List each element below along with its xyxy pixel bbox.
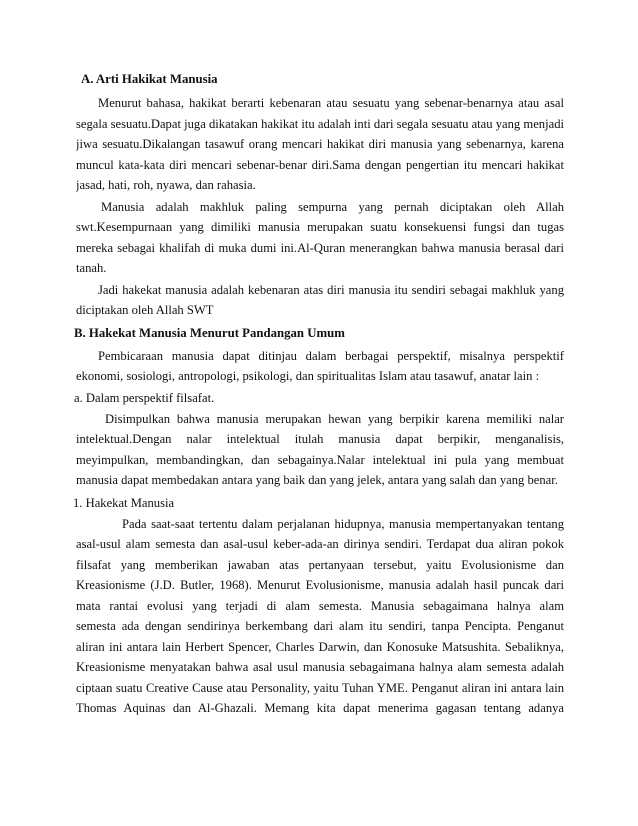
paragraph-line: intelektual.Dengan nalar intelektual itulah manusia dapat berpikir, menganalisis, xyxy=(76,432,564,446)
paragraph-line: Thomas Aquinas dan Al-Ghazali. Memang kita dapat menerima gagasan tentang adanya xyxy=(76,701,564,715)
paragraph-line: Jadi hakekat manusia adalah kebenaran atas diri manusia itu sendiri sebagai makhluk yang xyxy=(98,282,564,297)
paragraph-line: mata rantai evolusi yang terjadi di alam semesta. Manusia sebagaimana halnya alam xyxy=(76,598,564,613)
paragraph-line: semesta ada dengan sendirinya berkembang dari alam itu sendiri, tanpa Pencipta. Penganut xyxy=(76,619,564,633)
document-body xyxy=(73,69,564,719)
paragraph-line: Kreasionisme menyatakan bahwa asal usul manusia sebagaimana halnya alam semesta adalah xyxy=(76,660,564,674)
section-heading-b: B. Hakekat Manusia Menurut Pandangan Umum xyxy=(74,325,345,340)
paragraph-line: segala sesuatu.Dapat juga dikatakan hakikat itu adalah inti dari segala sesuatu atau yang menjadi xyxy=(76,116,564,131)
paragraph-5 xyxy=(76,409,564,491)
paragraph-line: muncul kata-kata diri mencari sebenar-benar diri.Sama dengan pengertian itu mencari hakikat xyxy=(76,157,564,172)
paragraph-line: aliran ini antara lain Herbert Spencer, Charles Darwin, dan Konosuke Matsushita. Sebaliknya, xyxy=(76,639,564,654)
paragraph-line: mereka sebagai khalifah di muka dumi ini.Al-Quran menerangkan bahwa manusia berasal dari xyxy=(76,240,564,255)
paragraph-line: filsafat yang memberikan jawaban atas pertanyaan tersebut, yaitu Evolusionisme dan xyxy=(76,557,564,572)
paragraph-line: swt.Kesempurnaan yang dimiliki manusia merupakan suatu konsekuensi fungsi dan tugas xyxy=(76,220,564,234)
subsection-heading-a: a. Dalam perspektif filsafat. xyxy=(74,390,215,405)
paragraph-line: jiwa sesuatu.Dikalangan tasawuf orang mencari hakikat diri manusia yang sebenarnya, karena xyxy=(76,137,564,151)
paragraph-line: diciptakan oleh Allah SWT xyxy=(76,303,214,317)
paragraph-line: asal-usul alam semesta dan asal-usul keber-ada-an dirinya sendiri. Terdapat dua aliran pokok xyxy=(76,537,564,551)
paragraph-line: jasad, hati, roh, nyawa, dan rahasia. xyxy=(76,178,256,192)
subsection-heading-1: 1. Hakekat Manusia xyxy=(73,495,175,510)
paragraph-6 xyxy=(76,514,564,719)
paragraph-4 xyxy=(76,346,564,387)
paragraph-3 xyxy=(76,280,564,321)
paragraph-line: Kreasionisme (J.D. Butler, 1968). Menurut Evolusionisme, manusia adalah hasil puncak dari xyxy=(76,578,564,592)
paragraph-line: Pada saat-saat tertentu dalam perjalanan hidupnya, manusia mempertanyakan tentang xyxy=(122,516,564,531)
paragraph-line: Disimpulkan bahwa manusia merupakan hewan yang berpikir karena memiliki nalar xyxy=(105,411,564,426)
paragraph-line: Menurut bahasa, hakikat berarti kebenaran atau sesuatu yang sebenar-benarnya atau asal xyxy=(98,96,564,110)
paragraph-line: Pembicaraan manusia dapat ditinjau dalam berbagai perspektif, misalnya perspektif xyxy=(98,348,564,363)
paragraph-1 xyxy=(76,93,564,196)
paragraph-line: ekonomi, sosiologi, antropologi, psikologi, dan spiritualitas Islam atau tasawuf, anatar lain : xyxy=(76,369,540,383)
paragraph-line: Manusia adalah makhluk paling sempurna yang pernah diciptakan oleh Allah xyxy=(101,199,564,214)
paragraph-line: tanah. xyxy=(76,261,107,275)
paragraph-2 xyxy=(76,197,564,279)
paragraph-line: ciptaan suatu Creative Cause atau Personality, yaitu Tuhan YME. Penganut aliran ini antara lain xyxy=(76,680,564,695)
paragraph-line: manusia dapat membedakan antara yang baik dan yang jelek, antara yang salah dan yang benar. xyxy=(76,473,558,487)
paragraph-line: meyimpulkan, membandingkan, dan sebagainya.Nalar intelektual ini pula yang membuat xyxy=(76,452,564,467)
section-heading-a: A. Arti Hakikat Manusia xyxy=(81,72,218,86)
